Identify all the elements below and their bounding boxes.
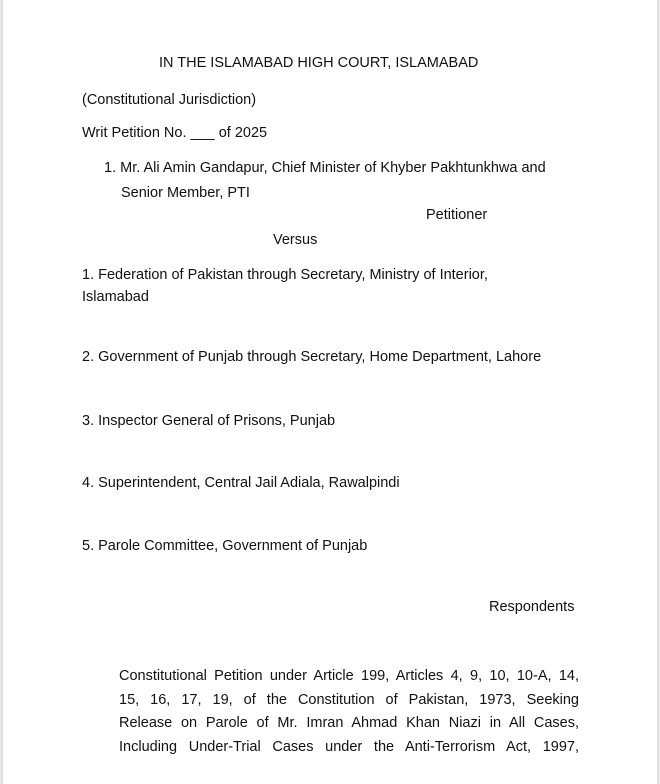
petition-line-3: Release on Parole of Mr. Imran Ahmad Khan Niazi in All Cases,: [119, 715, 579, 731]
respondents-label: Respondents: [489, 599, 575, 615]
petition-paragraph: [119, 665, 579, 759]
petitioner-line-2: Senior Member, PTI: [121, 185, 250, 201]
jurisdiction: (Constitutional Jurisdiction): [82, 92, 257, 108]
petition-line-2: 15, 16, 17, 19, of the Constitution of Pakistan, 1973, Seeking: [119, 691, 579, 708]
respondent-5: 5. Parole Committee, Government of Punjab: [82, 538, 368, 554]
document-page: [3, 0, 657, 784]
petition-line-1: Constitutional Petition under Article 199, Articles 4, 9, 10, 10-A, 14,: [119, 668, 579, 684]
petitioner-label: Petitioner: [426, 207, 488, 223]
respondent-1-line-1: 1. Federation of Pakistan through Secretary, Ministry of Interior,: [82, 267, 488, 283]
writ-petition-number: Writ Petition No. ___ of 2025: [82, 125, 268, 141]
respondent-1-line-2: Islamabad: [82, 289, 149, 305]
petition-line-4: Including Under-Trial Cases under the Anti-Terrorism Act, 1997,: [119, 738, 579, 755]
versus-label: Versus: [273, 232, 318, 248]
petitioner-line-1: 1. Mr. Ali Amin Gandapur, Chief Minister of Khyber Pakhtunkhwa and: [104, 160, 546, 176]
respondent-3: 3. Inspector General of Prisons, Punjab: [82, 413, 336, 429]
respondent-2: 2. Government of Punjab through Secretary, Home Department, Lahore: [82, 349, 542, 365]
court-title: IN THE ISLAMABAD HIGH COURT, ISLAMABAD: [159, 55, 479, 71]
respondent-4: 4. Superintendent, Central Jail Adiala, Rawalpindi: [82, 475, 400, 491]
